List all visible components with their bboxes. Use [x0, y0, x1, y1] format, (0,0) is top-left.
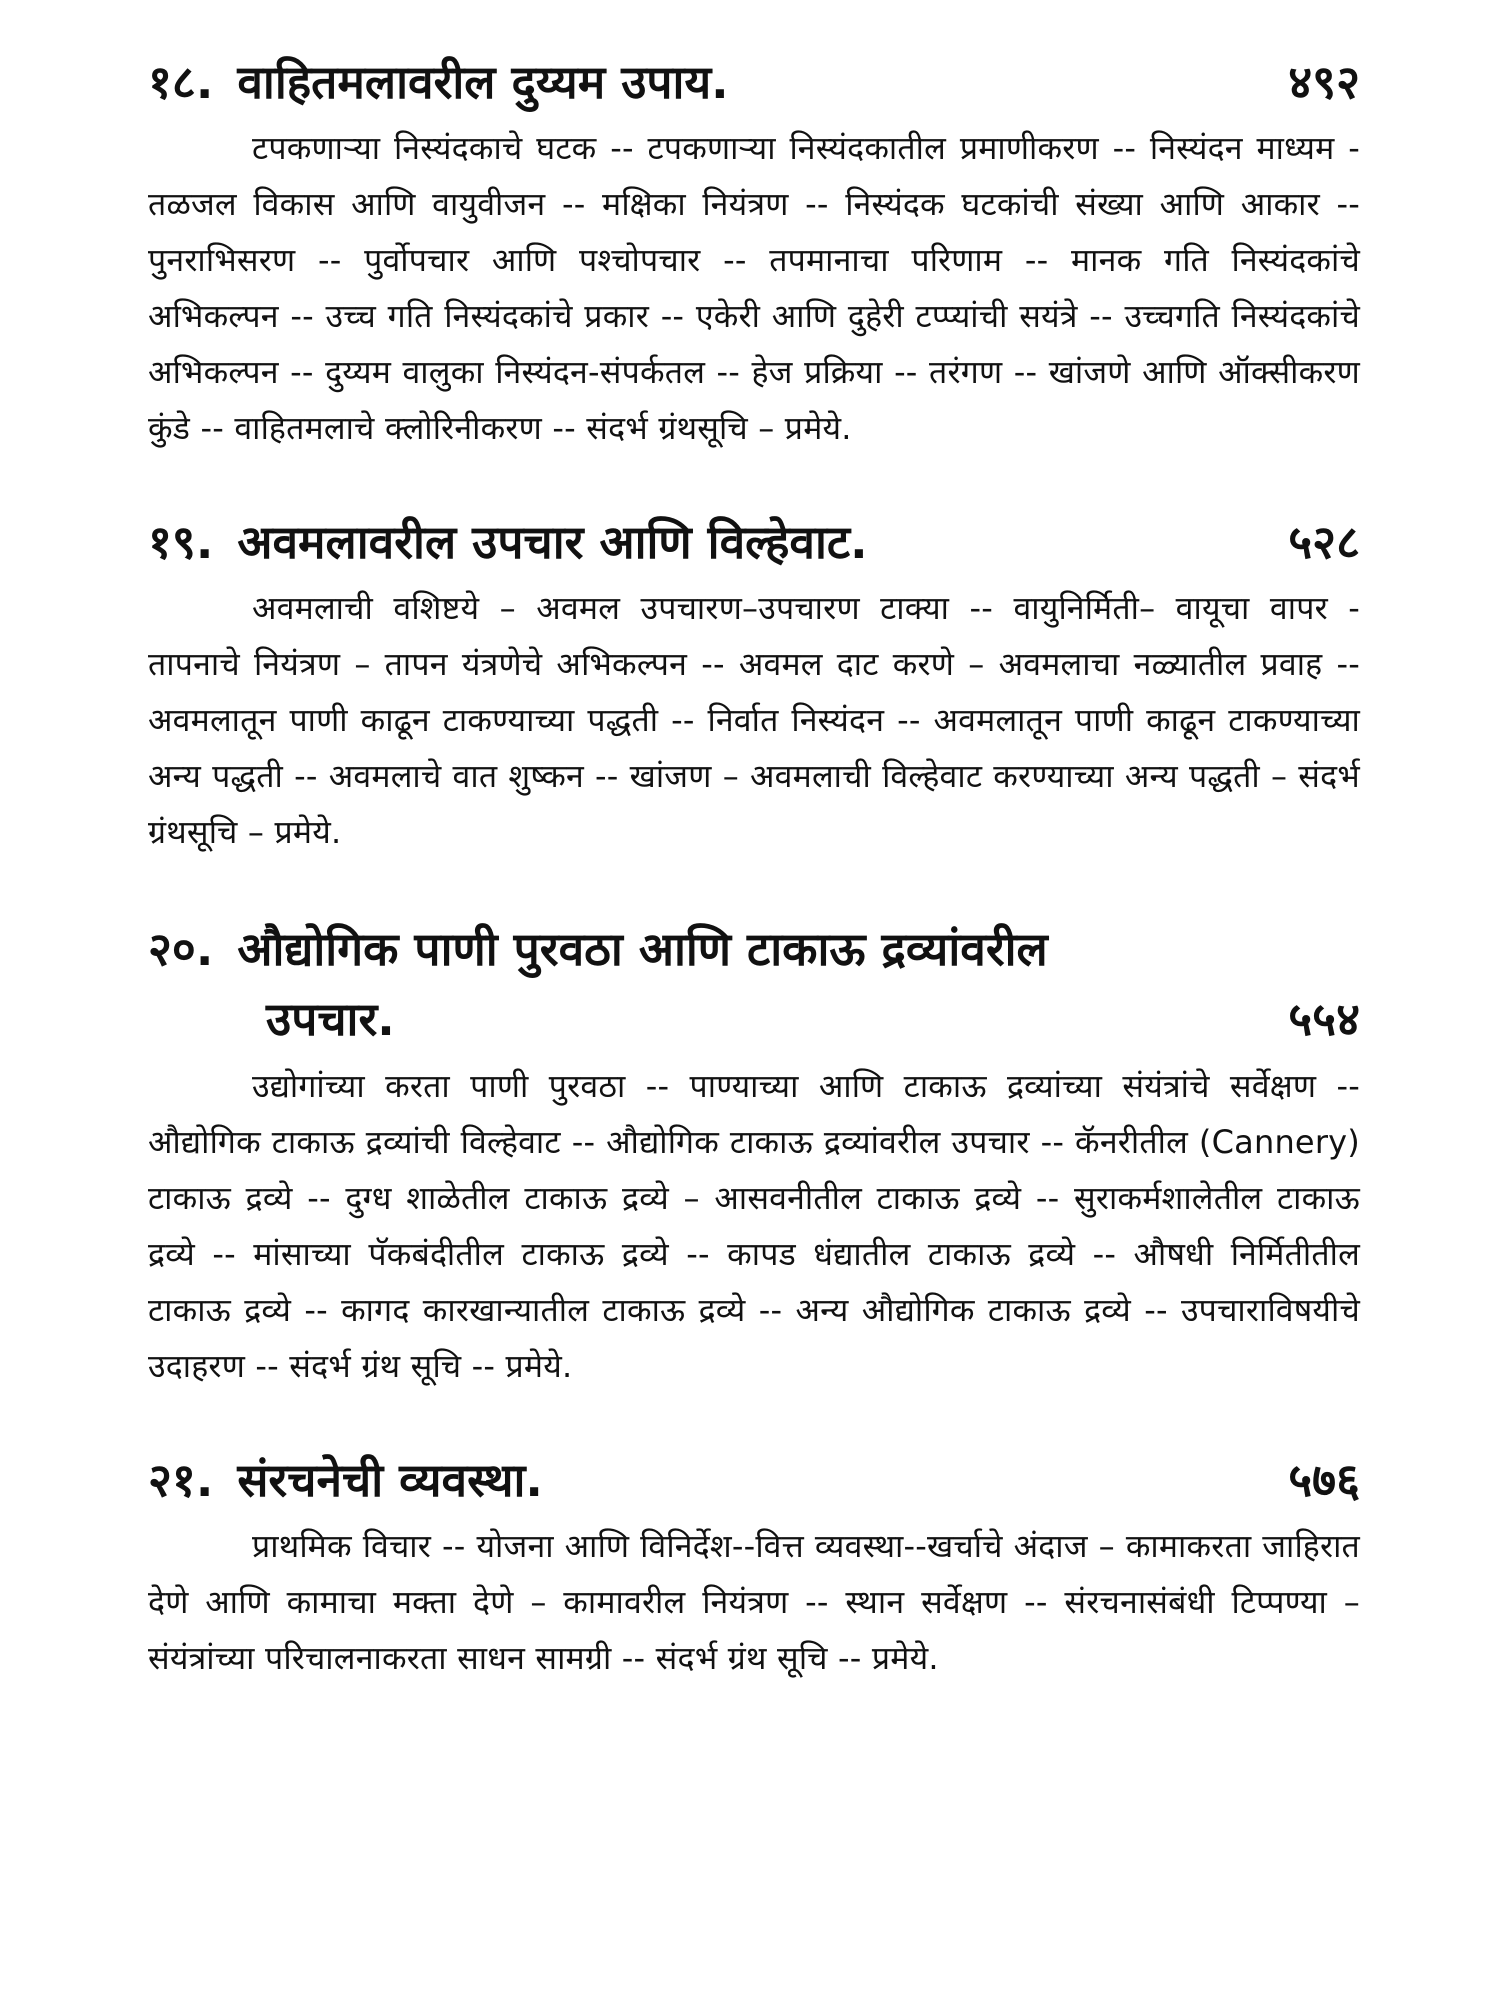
chapter-number: १८. [148, 55, 214, 109]
chapter-number: २०. [148, 922, 214, 976]
chapter-heading [148, 510, 1360, 574]
chapter-summary: अवमलाची वशिष्टये – अवमल उपचारण–उपचारण टाक्या -- वायुनिर्मिती– वायूचा वापर - तापनाचे नियंत्रण – तापन यंत्रणेचे अभिकल्पन -- अवमल दाट करणे – अवमलाचा नळ्यातील प्रवाह -- अवमलातून पाणी काढून टाकण्याच्या पद्धती -- निर्वात निस्यंदन -- अवमलातून पाणी काढून टाकण्याच्या अन्य पद्धती -- अवमलाचे वात शुष्कन -- खांजण – अवमलाची विल्हेवाट करण्याच्या अन्य पद्धती – संदर्भ ग्रंथसूचि – प्रमेये. [148, 589, 1360, 851]
chapter-heading [148, 914, 1360, 1054]
chapter-heading [148, 50, 1360, 114]
chapter-summary: प्राथमिक विचार -- योजना आणि विनिर्देश--वित्त व्यवस्था--खर्चाचे अंदाज – कामाकरता जाहिरात देणे आणि कामाचा मक्ता देणे – कामावरील नियंत्रण -- स्थान सर्वेक्षण -- संरचनासंबंधी टिप्पण्या – संयंत्रांच्या परिचालनाकरता साधन सामग्री -- संदर्भ ग्रंथ सूचि -- प्रमेये. [148, 1527, 1360, 1677]
chapter-title-line1-wrap [148, 914, 1360, 984]
chapter-number: १९. [148, 515, 214, 569]
chapter-20 [148, 914, 1360, 1394]
chapter-heading [148, 1448, 1360, 1512]
chapter-title-line2-wrap [148, 984, 1360, 1054]
chapter-19 [148, 510, 1360, 860]
chapter-page-number: ५२८ [1288, 515, 1360, 569]
chapter-page-number: ५७६ [1288, 1453, 1360, 1507]
chapter-summary: टपकणाऱ्या निस्यंदकाचे घटक -- टपकणाऱ्या निस्यंदकातील प्रमाणीकरण -- निस्यंदन माध्यम - तळजल विकास आणि वायुवीजन -- मक्षिका नियंत्रण -- निस्यंदक घटकांची संख्या आणि आकार -- पुनराभिसरण -- पुर्वोपचार आणि पश्चोपचार -- तपमानाचा परिणाम -- मानक गति निस्यंदकांचे अभिकल्पन -- उच्च गति निस्यंदकांचे प्रकार -- एकेरी आणि दुहेरी टप्प्यांची सयंत्रे -- उच्चगति निस्यंदकांचे अभिकल्पन -- दुय्यम वालुका निस्यंदन-संपर्कतल -- हेज प्रक्रिया -- तरंगण -- खांजणे आणि ऑक्सीकरण कुंडे -- वाहितमलाचे क्लोरिनीकरण -- संदर्भ ग्रंथसूचि – प्रमेये. [148, 129, 1360, 447]
chapter-page-number: ४९२ [1288, 55, 1360, 109]
chapter-title-wrap [148, 1448, 543, 1512]
chapter-summary: उद्योगांच्या करता पाणी पुरवठा -- पाण्याच्या आणि टाकाऊ द्रव्यांच्या संयंत्रांचे सर्वेक्षण -- औद्योगिक टाकाऊ द्रव्यांची विल्हेवाट -- औद्योगिक टाकाऊ द्रव्यांवरील उपचार -- कॅनरीतील (Cannery) टाकाऊ द्रव्ये -- दुग्ध शाळेतील टाकाऊ द्रव्ये – आसवनीतील टाकाऊ द्रव्ये -- सुराकर्मशालेतील टाकाऊ द्रव्ये -- मांसाच्या पॅकबंदीतील टाकाऊ द्रव्ये -- कापड धंद्यातील टाकाऊ द्रव्ये -- औषधी निर्मितीतील टाकाऊ द्रव्ये -- कागद कारखान्यातील टाकाऊ द्रव्ये -- अन्य औद्योगिक टाकाऊ द्रव्ये -- उपचाराविषयीचे उदाहरण -- संदर्भ ग्रंथ सूचि -- प्रमेये. [148, 1067, 1360, 1385]
chapter-title: संरचनेची व्यवस्था. [237, 1453, 543, 1507]
chapter-title-line1: औद्योगिक पाणी पुरवठा आणि टाकाऊ द्रव्यांवरील [237, 922, 1048, 976]
chapter-title: वाहितमलावरील दुय्यम उपाय. [237, 55, 729, 109]
chapter-title-line2: उपचार. [266, 992, 395, 1046]
chapter-title-wrap [148, 50, 729, 114]
chapter-page-number: ५५४ [1288, 992, 1360, 1046]
chapter-21 [148, 1448, 1360, 1686]
chapter-number: २१. [148, 1453, 214, 1507]
chapter-title: अवमलावरील उपचार आणि विल्हेवाट. [237, 515, 868, 569]
chapter-title-wrap [148, 510, 868, 574]
chapter-18 [148, 50, 1360, 456]
